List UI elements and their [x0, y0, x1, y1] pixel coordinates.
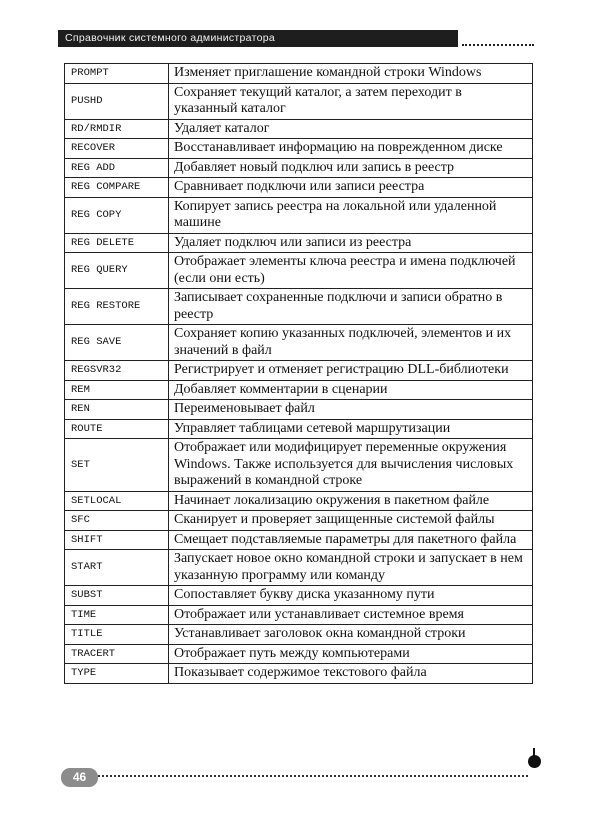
command-description: Добавляет комментарии в сценарии [169, 380, 533, 400]
command-description: Сохраняет текущий каталог, а затем переходит в указанный каталог [169, 83, 533, 119]
table-row [65, 664, 533, 684]
command-description: Отображает путь между компьютерами [169, 644, 533, 664]
table-row [65, 119, 533, 139]
table-row [65, 586, 533, 606]
command-description: Запускает новое окно командной строки и запускает в нем указанную программу или команду [169, 550, 533, 586]
footer-dotted-rule [98, 775, 528, 777]
command-description: Восстанавливает информацию на поврежденном диске [169, 139, 533, 159]
command-name: REG COPY [65, 197, 169, 233]
command-name: PROMPT [65, 64, 169, 84]
table-row [65, 550, 533, 586]
command-description: Изменяет приглашение командной строки Windows [169, 64, 533, 84]
command-name: SHIFT [65, 530, 169, 550]
command-name: PUSHD [65, 83, 169, 119]
table-row [65, 233, 533, 253]
table-row [65, 400, 533, 420]
command-name: RD/RMDIR [65, 119, 169, 139]
table-row [65, 439, 533, 492]
table-row [65, 197, 533, 233]
command-description: Регистрирует и отменяет регистрацию DLL-библиотеки [169, 361, 533, 381]
running-header: Справочник системного администратора [58, 30, 458, 47]
command-name: REG RESTORE [65, 289, 169, 325]
table-row [65, 511, 533, 531]
page-number: 46 [61, 768, 98, 787]
command-name: REGSVR32 [65, 361, 169, 381]
command-description: Записывает сохраненные подключи и записи обратно в реестр [169, 289, 533, 325]
command-description: Показывает содержимое текстового файла [169, 664, 533, 684]
command-description: Удаляет подключ или записи из реестра [169, 233, 533, 253]
table-row [65, 605, 533, 625]
command-name: ROUTE [65, 419, 169, 439]
command-name: START [65, 550, 169, 586]
command-name: SETLOCAL [65, 491, 169, 511]
command-description: Отображает или устанавливает системное время [169, 605, 533, 625]
command-name: TIME [65, 605, 169, 625]
table-row [65, 625, 533, 645]
command-name: SET [65, 439, 169, 492]
command-name: SFC [65, 511, 169, 531]
command-table [64, 63, 533, 684]
command-description: Отображает или модифицирует переменные окружения Windows. Также используется для вычисления числовых выражений в командной строке [169, 439, 533, 492]
command-description: Устанавливает заголовок окна командной строки [169, 625, 533, 645]
table-row [65, 178, 533, 198]
table-row [65, 380, 533, 400]
command-description: Сохраняет копию указанных подключей, элементов и их значений в файл [169, 325, 533, 361]
command-description: Сканирует и проверяет защищенные системой файлы [169, 511, 533, 531]
table-row [65, 419, 533, 439]
command-name: REG QUERY [65, 253, 169, 289]
command-description: Сопоставляет букву диска указанному пути [169, 586, 533, 606]
command-description: Отображает элементы ключа реестра и имена подключей (если они есть) [169, 253, 533, 289]
table-row [65, 530, 533, 550]
command-name: REN [65, 400, 169, 420]
table-row [65, 289, 533, 325]
command-name: REG DELETE [65, 233, 169, 253]
table-row [65, 83, 533, 119]
command-description: Переименовывает файл [169, 400, 533, 420]
table-row [65, 491, 533, 511]
command-name: TITLE [65, 625, 169, 645]
command-table-body [65, 64, 533, 684]
table-row [65, 64, 533, 84]
command-description: Сравнивает подключи или записи реестра [169, 178, 533, 198]
table-row [65, 644, 533, 664]
table-row [65, 158, 533, 178]
header-dotted-rule [462, 44, 534, 46]
command-description: Начинает локализацию окружения в пакетном файле [169, 491, 533, 511]
command-name: REG ADD [65, 158, 169, 178]
command-description: Добавляет новый подключ или запись в реестр [169, 158, 533, 178]
table-row [65, 253, 533, 289]
command-name: SUBST [65, 586, 169, 606]
footer-marker-dot [528, 755, 541, 768]
table-row [65, 139, 533, 159]
command-name: RECOVER [65, 139, 169, 159]
command-name: REM [65, 380, 169, 400]
command-description: Смещает подставляемые параметры для пакетного файла [169, 530, 533, 550]
command-name: REG SAVE [65, 325, 169, 361]
command-description: Управляет таблицами сетевой маршрутизации [169, 419, 533, 439]
command-description: Удаляет каталог [169, 119, 533, 139]
command-description: Копирует запись реестра на локальной или удаленной машине [169, 197, 533, 233]
command-name: TRACERT [65, 644, 169, 664]
table-row [65, 361, 533, 381]
command-name: TYPE [65, 664, 169, 684]
command-name: REG COMPARE [65, 178, 169, 198]
table-row [65, 325, 533, 361]
